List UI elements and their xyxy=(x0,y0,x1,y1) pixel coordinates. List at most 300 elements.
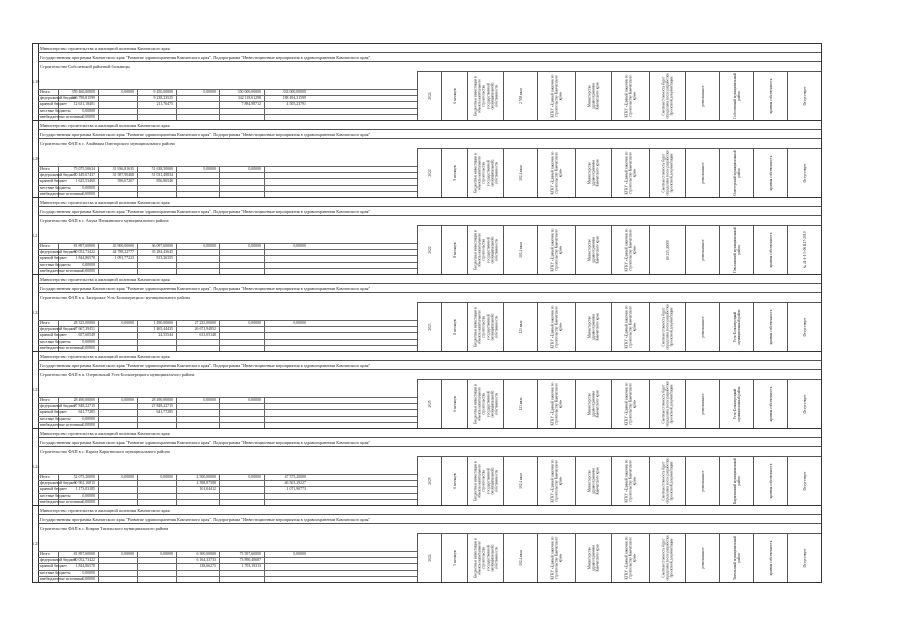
attribute-expertise-text: Отсутствует xyxy=(802,86,807,105)
funding-amount: 813,26355 xyxy=(156,256,173,261)
funding-source-label: внебюджетные источники xyxy=(40,268,84,273)
attribute-year xyxy=(417,302,442,351)
attribute-cost-note-text: Сметная стоимость будет определена после разработки проектной документации xyxy=(661,304,675,350)
attribute-year xyxy=(417,148,442,197)
funding-amount: 101,04412 xyxy=(199,487,216,492)
funding-source-label: местные бюджеты xyxy=(40,570,71,575)
funding-source-label: Итого xyxy=(40,90,50,94)
ministry-line: Министерство строительства и жилищной политики Камчатского края xyxy=(38,44,821,53)
funding-amount: 0,00000 xyxy=(82,268,95,273)
funding-amount: 4 500,00000 xyxy=(196,475,216,479)
funding-source-label: федеральный бюджет xyxy=(40,481,76,486)
funding-amount: 28 490,00000 xyxy=(151,398,173,402)
object-line: Строительство ФАП в с. Ковран Тигильского муниципального района xyxy=(40,526,169,531)
attribute-level xyxy=(685,379,720,428)
funding-amount: 188 494,31599 xyxy=(282,96,306,101)
attributes-top-border xyxy=(417,302,821,303)
attribute-term-text: 6 месяцев xyxy=(452,87,457,104)
funding-source-label: краевой бюджет xyxy=(40,256,67,261)
funding-source-label: краевой бюджет xyxy=(40,410,67,415)
attribute-term xyxy=(441,456,468,505)
attribute-developer-text: КГКУ «Единый заказчик по строительству Камчатского края» xyxy=(624,459,638,502)
funding-amount: 0,00000 xyxy=(293,244,306,248)
funding-amount: 27 235,00000 xyxy=(194,321,216,325)
funding-row xyxy=(38,576,417,582)
attribute-capacity xyxy=(503,533,538,582)
funding-amount: 52 075,20000 xyxy=(73,475,95,479)
attribute-capacity xyxy=(503,71,538,120)
attribute-description xyxy=(467,148,504,197)
attribute-level xyxy=(685,148,720,197)
attribute-customer-text: КГКУ «Единый заказчик по строительству Камчатского края» xyxy=(550,151,564,194)
attribute-district xyxy=(719,533,754,582)
attribute-expertise-text: Отсутствует xyxy=(802,163,807,182)
funding-source-label: внебюджетные источники xyxy=(40,345,84,350)
funding-amount: 44 788,22777 xyxy=(112,250,134,255)
funding-amount: 12 631,18401 xyxy=(73,102,95,107)
attribute-developer xyxy=(611,71,650,120)
funding-amount: 641,77285 xyxy=(78,410,95,415)
funding-amount: 7 884,98712 xyxy=(241,102,261,107)
funding-amount: 346 798,81599 xyxy=(71,96,95,101)
investment-projects-table xyxy=(32,43,822,583)
attribute-ministry-short-text: Министерство здравоохранения Камчатского края xyxy=(587,390,601,417)
funding-amount: 1 173,03185 xyxy=(75,487,95,492)
attribute-district-text: Карагинский муниципальный район xyxy=(732,457,741,504)
attribute-expertise-text: Отсутствует xyxy=(802,548,807,567)
attribute-term xyxy=(441,533,468,582)
attribute-level xyxy=(685,71,720,120)
funding-source-label: краевой бюджет xyxy=(40,564,67,569)
attribute-developer-text: КГКУ «Единый заказчик по строительству Камчатского края» xyxy=(624,228,638,271)
funding-source-label: Итого xyxy=(40,475,50,479)
funding-amount: 0,00000 xyxy=(82,570,95,575)
attribute-customer xyxy=(537,148,576,197)
attribute-description-text: Бюджетные инвестиции в объекты капитального строительства государственной (муниципальной) собственности xyxy=(473,383,499,424)
funding-amount: 45 900,00000 xyxy=(112,244,134,248)
funding-amount: 333 000,00000 xyxy=(282,90,306,94)
attribute-level-text: региональное xyxy=(700,547,705,568)
funding-amount: 28 490,00000 xyxy=(73,398,95,402)
funding-amount: 359 460,00000 xyxy=(71,90,95,94)
attribute-district-text: Тигильский муниципальный район xyxy=(732,535,741,580)
attribute-year-text: 2022 xyxy=(427,245,432,254)
attribute-capacity xyxy=(503,225,538,274)
funding-source-label: внебюджетные источники xyxy=(40,576,84,581)
attribute-expertise xyxy=(787,71,822,120)
funding-amount: 0,00000 xyxy=(248,244,261,248)
attribute-customer xyxy=(537,533,576,582)
attribute-year-text: 2024 xyxy=(427,553,432,562)
funding-source-label: Итого xyxy=(40,552,50,556)
attribute-ministry-short xyxy=(575,456,612,505)
attribute-expertise xyxy=(787,302,822,351)
funding-amount: 1 844,86578 xyxy=(75,256,95,261)
attributes-top-border xyxy=(417,225,821,226)
object-line: Строительство ФАП в с. Апука Пенжинского муниципального района xyxy=(40,218,169,223)
funding-amount: 0,00000 xyxy=(203,167,216,171)
funding-source-label: местные бюджеты xyxy=(40,262,71,267)
attribute-developer-text: КГКУ «Единый заказчик по строительству Камчатского края» xyxy=(624,151,638,194)
funding-amount: 81 897,60000 xyxy=(73,244,95,248)
attribute-district-text: Пенжинский муниципальный район xyxy=(732,226,741,273)
attribute-expertise-text: Отсутствует xyxy=(802,394,807,413)
attribute-cost-note-text: Сметная стоимость будет определена после разработки проектной документации xyxy=(661,150,675,196)
attribute-customer-text: КГКУ «Единый заказчик по строительству Камчатского края» xyxy=(550,382,564,425)
attribute-developer xyxy=(611,533,650,582)
attribute-district xyxy=(719,456,754,505)
funding-amount: 0,00000 xyxy=(160,552,173,556)
attributes-top-border xyxy=(417,379,821,380)
row-index: 1.10 xyxy=(32,78,40,84)
project-block xyxy=(33,198,821,275)
attribute-expertise-text: Отсутствует xyxy=(802,317,807,336)
funding-row xyxy=(38,191,417,197)
funding-amount: 138,66275 xyxy=(199,564,216,569)
funding-table xyxy=(38,474,417,505)
attribute-district-text: Усть-Большерецкий муниципальный район xyxy=(732,309,741,344)
funding-row xyxy=(38,114,417,120)
attribute-term-text: 8 месяцев xyxy=(452,318,457,335)
attribute-capacity xyxy=(503,148,538,197)
funding-amount: 27 667,39451 xyxy=(73,327,95,332)
funding-source-label: внебюджетные источники xyxy=(40,499,84,504)
object-line: Строительство Соболевской районной больницы xyxy=(40,64,130,69)
funding-amount: 0,00000 xyxy=(82,576,95,581)
attribute-ownership-text: краевая собственность xyxy=(768,78,773,113)
attribute-ministry-short-text: Министерство здравоохранения Камчатского края xyxy=(587,236,601,263)
attribute-term xyxy=(441,148,468,197)
funding-amount: 9 450,00000 xyxy=(153,90,173,94)
attributes-top-border xyxy=(417,148,821,149)
funding-amount: 36 097,60000 xyxy=(151,244,173,248)
row-index: 1.25 xyxy=(32,540,40,546)
attribute-year xyxy=(417,456,442,505)
attribute-district xyxy=(719,302,754,351)
program-line: Государственная программа Камчатского края "Развитие здравоохранения Камчатского края". Подпрограмма "Инвестиционные мероприятия в здравоохранении Камчатского края" xyxy=(38,361,821,370)
funding-amount: 0,00000 xyxy=(82,416,95,421)
attribute-description xyxy=(467,302,504,351)
attribute-developer-text: КГКУ «Единый заказчик по строительству Камчатского края» xyxy=(624,536,638,579)
funding-amount: 657,60549 xyxy=(78,333,95,338)
attribute-year-text: 2025 xyxy=(427,476,432,485)
funding-source-label: местные бюджеты xyxy=(40,108,71,113)
funding-amount: 0,00000 xyxy=(82,422,95,427)
funding-amount: 1 703,19313 xyxy=(241,564,261,569)
attribute-description-text: Бюджетные инвестиции в объекты капитального строительства государственной (муниципальной) собственности xyxy=(473,229,499,270)
funding-source-label: Итого xyxy=(40,167,50,171)
funding-amount: 81 897,60000 xyxy=(73,552,95,556)
attribute-description xyxy=(467,225,504,274)
funding-amount: 1 091,77223 xyxy=(114,256,134,261)
funding-source-label: краевой бюджет xyxy=(40,333,67,338)
funding-amount: 0,00000 xyxy=(82,114,95,119)
funding-table xyxy=(38,397,417,428)
row-index: 1.21 xyxy=(32,232,40,238)
object-line: Строительство ФАП в с. Ачайваям Олюторского муниципального района xyxy=(40,141,175,146)
attribute-term xyxy=(441,379,468,428)
funding-amount: 31 587,90468 xyxy=(112,173,134,178)
attribute-capacity-text: 102,4 кв.м xyxy=(518,164,523,181)
project-block xyxy=(33,429,821,506)
funding-source-label: местные бюджеты xyxy=(40,339,71,344)
attribute-cost-note xyxy=(649,148,686,197)
funding-source-label: местные бюджеты xyxy=(40,416,71,421)
attribute-ownership-text: краевая собственность xyxy=(768,540,773,575)
attribute-ownership xyxy=(753,379,788,428)
attribute-year xyxy=(417,225,442,274)
row-index: 1.23 xyxy=(32,386,40,392)
attribute-ministry-short-text: Министерство здравоохранения Камчатского края xyxy=(587,159,601,186)
funding-amount: 0,00000 xyxy=(82,185,95,190)
funding-row xyxy=(38,345,417,351)
program-line: Государственная программа Камчатского края "Развитие здравоохранения Камчатского края". Подпрограмма "Инвестиционные мероприятия в здравоохранении Камчатского края" xyxy=(38,515,821,524)
funding-amount: 51 031,49834 xyxy=(151,173,173,178)
attribute-description-text: Бюджетные инвестиции в объекты капитального строительства государственной (муниципальной) собственности xyxy=(473,152,499,193)
funding-amount: 70 449,67437 xyxy=(73,173,95,178)
attribute-level xyxy=(685,533,720,582)
attribute-level xyxy=(685,302,720,351)
funding-amount: 0,00000 xyxy=(82,339,95,344)
attribute-developer xyxy=(611,456,650,505)
ministry-line: Министерство строительства и жилищной политики Камчатского края xyxy=(38,429,821,438)
attribute-capacity-text: 102,4 кв.м xyxy=(518,241,523,258)
attribute-ministry-short-text: Министерство здравоохранения Камчатского края xyxy=(587,313,601,340)
project-block xyxy=(33,275,821,352)
attribute-district xyxy=(719,148,754,197)
funding-source-label: местные бюджеты xyxy=(40,185,71,190)
attribute-district xyxy=(719,71,754,120)
attribute-year xyxy=(417,533,442,582)
attribute-customer xyxy=(537,225,576,274)
row-index: 1.24 xyxy=(32,463,40,469)
funding-source-label: федеральный бюджет xyxy=(40,558,76,563)
funding-amount: 0,00000 xyxy=(121,398,134,402)
funding-amount: 4 398,87588 xyxy=(196,481,216,486)
attribute-district-text: Усть-Большерецкий муниципальный район xyxy=(732,386,741,421)
funding-amount: 27 848,22715 xyxy=(73,404,95,409)
attribute-customer-text: КГКУ «Единый заказчик по строительству Камчатского края» xyxy=(550,305,564,348)
attribute-ownership-text: краевая собственность xyxy=(768,463,773,498)
funding-amount: 0,00000 xyxy=(82,345,95,350)
attribute-ownership xyxy=(753,148,788,197)
attribute-expertise xyxy=(787,533,822,582)
funding-amount: 0,00000 xyxy=(160,475,173,479)
funding-amount: 47 575,20000 xyxy=(284,475,306,479)
program-line: Государственная программа Камчатского края "Развитие здравоохранения Камчатского края". Подпрограмма "Инвестиционные мероприятия в здравоохранении Камчатского края" xyxy=(38,207,821,216)
funding-amount: 0,00000 xyxy=(293,552,306,556)
ministry-line: Министерство строительства и жилищной политики Камчатского края xyxy=(38,506,821,515)
funding-source-label: Итого xyxy=(40,321,50,325)
attribute-cost-note-text: Сметная стоимость будет определена после разработки проектной документации xyxy=(661,73,675,119)
attribute-district-text: Соболевский муниципальный район xyxy=(732,72,741,119)
funding-amount: 1 465,44435 xyxy=(153,327,173,332)
attribute-customer-text: КГКУ «Единый заказчик по строительству Камчатского края» xyxy=(550,74,564,117)
attribute-expertise-text: № 41-1-1-3-061117-2019 xyxy=(802,231,807,268)
project-block xyxy=(33,506,821,583)
program-line: Государственная программа Камчатского края "Развитие здравоохранения Камчатского края". Подпрограмма "Инвестиционные мероприятия в здравоохранении Камчатского края" xyxy=(38,130,821,139)
attribute-ministry-short xyxy=(575,302,612,351)
funding-amount: 613,05148 xyxy=(199,333,216,338)
attribute-description-text: Бюджетные инвестиции в объекты капитального строительства государственной (муниципальной) собственности xyxy=(473,537,499,578)
attribute-ownership xyxy=(753,533,788,582)
attribute-customer xyxy=(537,379,576,428)
funding-source-label: Итого xyxy=(40,244,50,248)
funding-amount: 6 300,00000 xyxy=(196,552,216,556)
attribute-level-text: региональное xyxy=(700,316,705,337)
attribute-ownership-text: краевая собственность xyxy=(768,155,773,190)
funding-amount: 342 118,01298 xyxy=(237,96,261,101)
attribute-customer-text: КГКУ «Единый заказчик по строительству Камчатского края» xyxy=(550,228,564,271)
funding-amount: 46 503,29227 xyxy=(284,481,306,486)
funding-amount: 80 052,73422 xyxy=(73,558,95,563)
funding-amount: 0,00000 xyxy=(82,493,95,498)
attribute-ownership xyxy=(753,71,788,120)
funding-amount: 31 936,81635 xyxy=(112,167,134,171)
attribute-description xyxy=(467,456,504,505)
funding-amount: 0,00000 xyxy=(121,552,134,556)
funding-amount: 0,00000 xyxy=(82,108,95,113)
funding-amount: 0,00000 xyxy=(82,262,95,267)
funding-row xyxy=(38,499,417,505)
object-line: Строительство ФАП в с. Карага Карагинского муниципального района xyxy=(40,449,170,454)
funding-amount: 0,00000 xyxy=(248,398,261,402)
ministry-line: Министерство строительства и жилищной политики Камчатского края xyxy=(38,275,821,284)
attribute-customer xyxy=(537,71,576,120)
funding-amount: 0,00000 xyxy=(82,191,95,196)
attribute-capacity xyxy=(503,456,538,505)
attribute-cost-note xyxy=(649,533,686,582)
attribute-ownership xyxy=(753,302,788,351)
attribute-ministry-short xyxy=(575,533,612,582)
funding-amount: 28 325,00000 xyxy=(73,321,95,325)
funding-amount: 35 284,43645 xyxy=(151,250,173,255)
funding-table xyxy=(38,551,417,582)
attribute-capacity xyxy=(503,302,538,351)
attribute-expertise xyxy=(787,225,822,274)
funding-amount: 0,00000 xyxy=(121,475,134,479)
attribute-cost-note xyxy=(649,379,686,428)
attribute-developer-text: КГКУ «Единый заказчик по строительству Камчатского края» xyxy=(624,74,638,117)
project-block xyxy=(33,121,821,198)
funding-amount: 0,00000 xyxy=(293,321,306,325)
attribute-capacity-text: 102,4 кв.м xyxy=(518,549,523,566)
attribute-ministry-short xyxy=(575,148,612,197)
funding-amount: 856,86546 xyxy=(156,179,173,184)
attribute-term xyxy=(441,225,468,274)
funding-amount: 1 625,53460 xyxy=(75,179,95,184)
attribute-year-text: 2022 xyxy=(427,168,432,177)
funding-amount: 75 075,50634 xyxy=(73,167,95,171)
attribute-ownership-text: краевая собственность xyxy=(768,232,773,267)
attribute-description-text: Бюджетные инвестиции в объекты капитального строительства государственной (муниципальной) собственности xyxy=(473,460,499,501)
funding-source-label: федеральный бюджет xyxy=(40,250,76,255)
attribute-ministry-short xyxy=(575,379,612,428)
attribute-expertise xyxy=(787,379,822,428)
attribute-term xyxy=(441,302,468,351)
funding-amount: 0,00000 xyxy=(121,321,134,325)
attribute-customer xyxy=(537,456,576,505)
funding-amount: 0,00000 xyxy=(203,90,216,94)
funding-amount: 0,00000 xyxy=(248,321,261,325)
funding-amount: 75 597,60000 xyxy=(239,552,261,556)
funding-source-label: местные бюджеты xyxy=(40,493,71,498)
attribute-ownership xyxy=(753,456,788,505)
attribute-year xyxy=(417,71,442,120)
attributes-top-border xyxy=(417,533,821,534)
attribute-year-text: 2024 xyxy=(427,91,432,100)
attribute-district-text: Олюторский муниципальный район xyxy=(732,149,741,196)
attribute-cost-note-text: 80 235,40000 xyxy=(665,239,670,260)
object-line: Строительство ФАП в п. Запорожье Усть-Большерецкого муниципального района xyxy=(40,295,191,300)
attribute-customer-text: КГКУ «Единый заказчик по строительству Камчатского края» xyxy=(550,459,564,502)
attribute-developer xyxy=(611,225,650,274)
funding-table xyxy=(38,89,417,120)
funding-amount: 0,00000 xyxy=(248,167,261,171)
funding-amount: 80 052,73422 xyxy=(73,250,95,255)
attribute-expertise xyxy=(787,148,822,197)
attribute-cost-note xyxy=(649,225,686,274)
funding-amount: 9 238,23525 xyxy=(153,96,173,101)
funding-amount: 350 000,00000 xyxy=(237,90,261,94)
funding-source-label: краевой бюджет xyxy=(40,179,67,184)
funding-amount: 27 848,22715 xyxy=(151,404,173,409)
funding-amount: 24,55544 xyxy=(158,333,173,338)
attribute-developer xyxy=(611,302,650,351)
attribute-level-text: региональное xyxy=(700,85,705,106)
project-block xyxy=(33,44,821,121)
attribute-level-text: региональное xyxy=(700,470,705,491)
funding-amount: 641,77285 xyxy=(156,410,173,415)
attribute-term-text: 6 месяцев xyxy=(452,472,457,489)
attribute-cost-note xyxy=(649,71,686,120)
attribute-ownership-text: краевая собственность xyxy=(768,386,773,421)
ministry-line: Министерство строительства и жилищной политики Камчатского края xyxy=(38,352,821,361)
funding-amount: 1 071,90773 xyxy=(286,487,306,492)
funding-source-label: Итого xyxy=(40,398,50,402)
attribute-level-text: региональное xyxy=(700,162,705,183)
attribute-ownership xyxy=(753,225,788,274)
funding-amount: 0,00000 xyxy=(121,90,134,94)
attribute-level-text: региональное xyxy=(700,393,705,414)
attribute-capacity xyxy=(503,379,538,428)
attribute-capacity-text: 123 кв.м xyxy=(518,320,523,333)
attribute-term-text: 5 месяцев xyxy=(452,549,457,566)
attributes-top-border xyxy=(417,71,821,72)
funding-source-label: внебюджетные источники xyxy=(40,422,84,427)
funding-source-label: внебюджетные источники xyxy=(40,191,84,196)
funding-source-label: внебюджетные источники xyxy=(40,114,84,119)
attribute-district xyxy=(719,379,754,428)
funding-amount: 6 164,33733 xyxy=(196,558,216,563)
project-block xyxy=(33,352,821,429)
attribute-ministry-short xyxy=(575,71,612,120)
attribute-cost-note-text: Сметная стоимость будет определена после разработки проектной документации xyxy=(661,535,675,581)
attribute-cost-note-text: Сметная стоимость будет определена после разработки проектной документации xyxy=(661,458,675,504)
ministry-line: Министерство строительства и жилищной политики Камчатского края xyxy=(38,121,821,130)
attribute-district xyxy=(719,225,754,274)
funding-amount: 50 902,16815 xyxy=(73,481,95,486)
funding-source-label: федеральный бюджет xyxy=(40,327,76,332)
attribute-ministry-short-text: Министерство здравоохранения Камчатского края xyxy=(587,82,601,109)
attribute-term xyxy=(441,71,468,120)
attribute-term-text: 6 месяцев xyxy=(452,395,457,412)
attribute-description xyxy=(467,533,504,582)
attribute-description xyxy=(467,379,504,428)
attribute-term-text: 9 месяцев xyxy=(452,164,457,181)
funding-amount: 1 490,00000 xyxy=(153,321,173,325)
program-line: Государственная программа Камчатского края "Развитие здравоохранения Камчатского края". Подпрограмма "Инвестиционные мероприятия в здравоохранении Камчатского края" xyxy=(38,438,821,447)
